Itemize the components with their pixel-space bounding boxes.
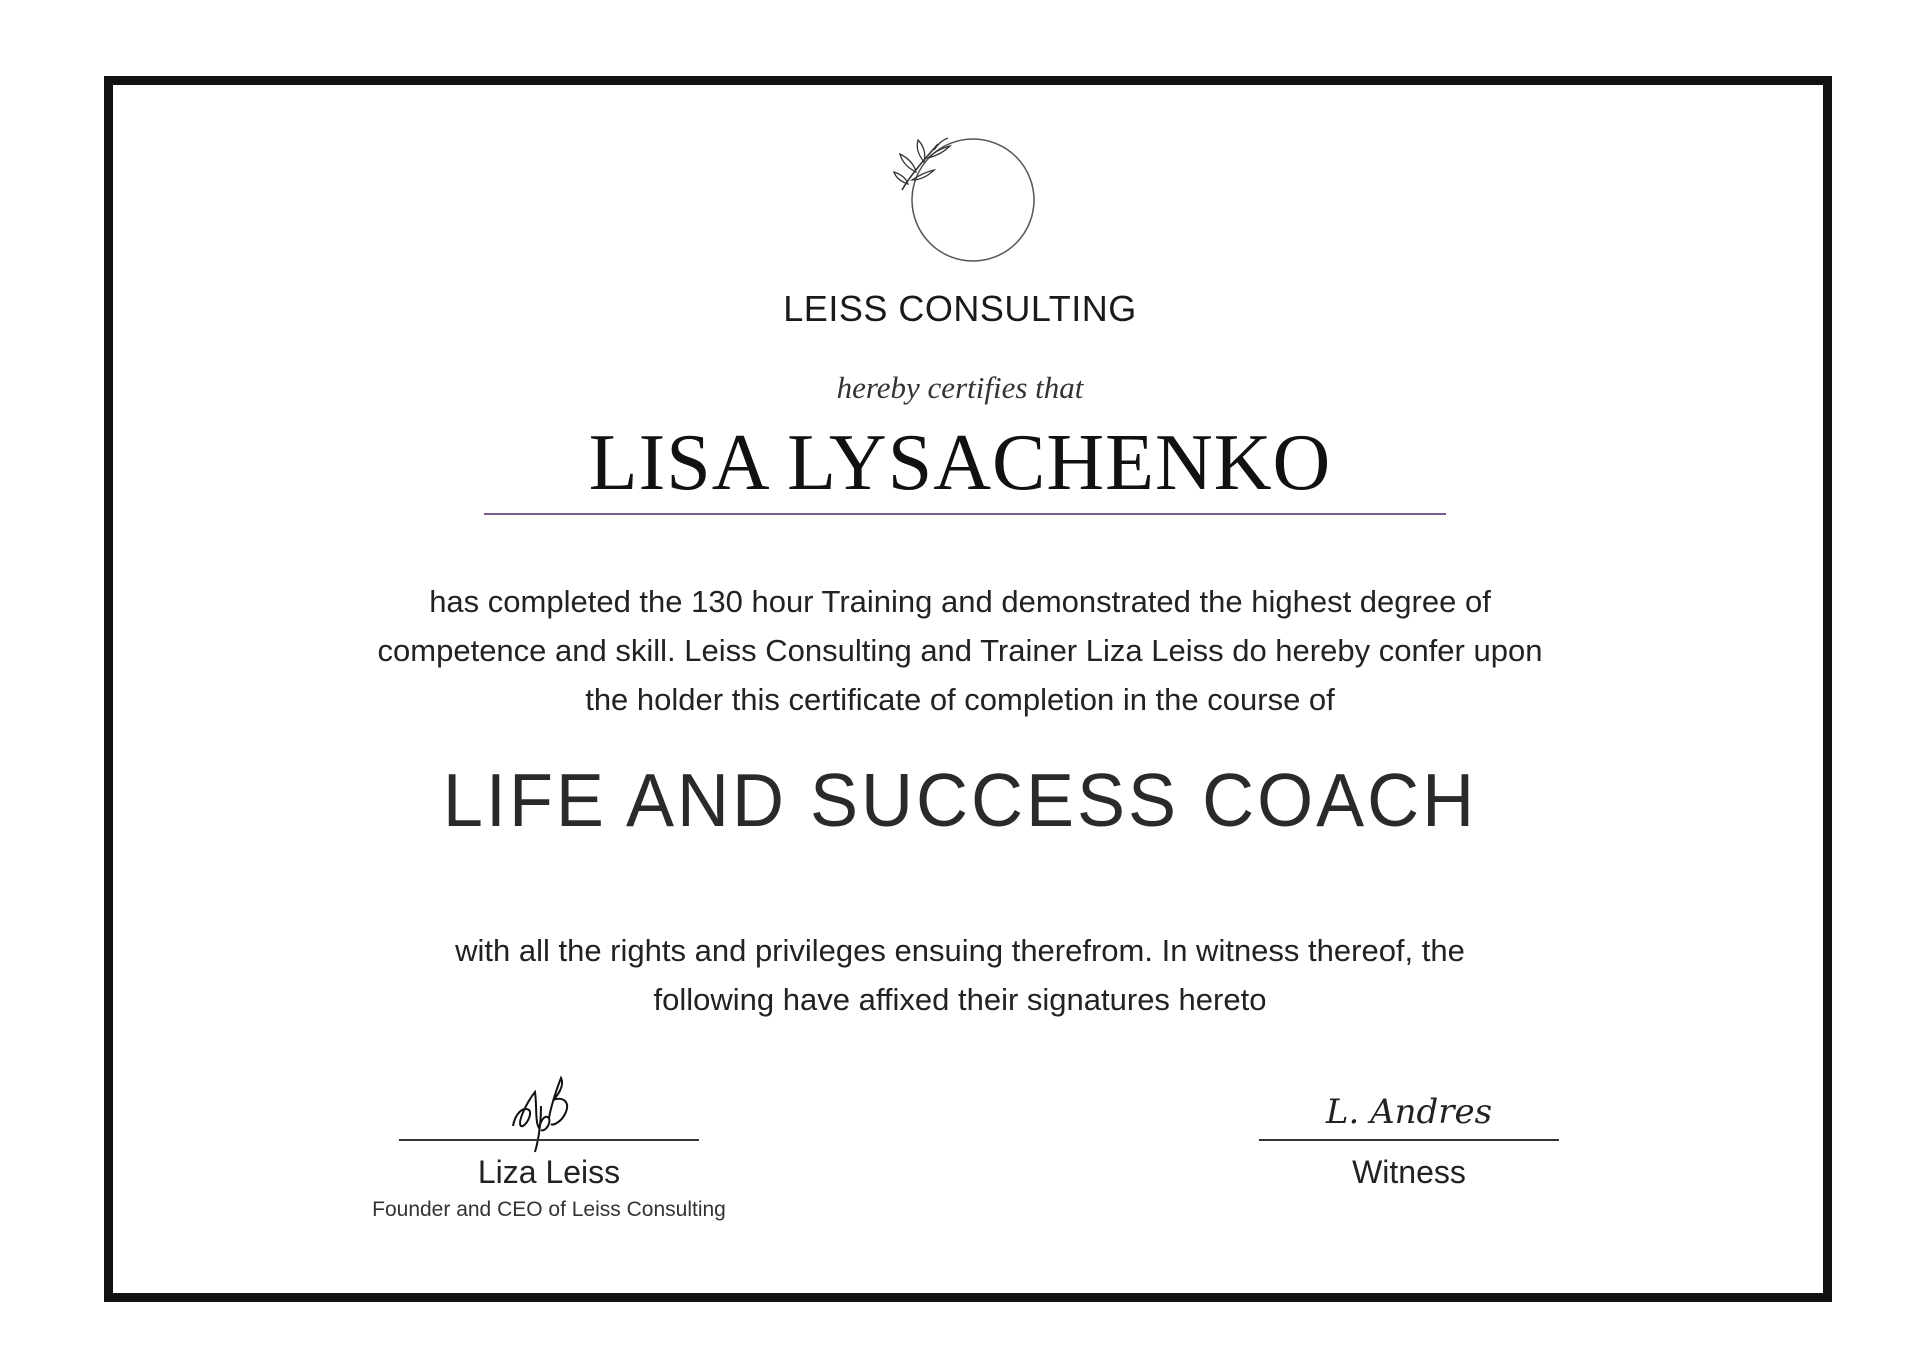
completion-line-1: has completed the 130 hour Training and demonstrated the highest degree of <box>429 584 1491 619</box>
signature-mark-icon <box>505 1066 595 1158</box>
botanical-circle-icon <box>888 128 1038 268</box>
witness-line-2: following have affixed their signatures hereto <box>653 982 1267 1017</box>
completion-line-2: competence and skill. Leiss Consulting and Trainer Liza Leiss do hereby confer upon <box>377 633 1543 668</box>
witness-line-1: with all the rights and privileges ensuing therefrom. In witness thereof, the <box>455 933 1465 968</box>
completion-line-3: the holder this certificate of completion in the course of <box>585 682 1335 717</box>
recipient-name: LISA LYSACHENKO <box>588 419 1332 507</box>
founder-title: Founder and CEO of Leiss Consulting <box>372 1198 726 1221</box>
witness-statement <box>0 926 1920 1024</box>
certifies-text: hereby certifies that <box>836 370 1084 405</box>
left-signature-line <box>399 1139 699 1141</box>
course-title: LIFE AND SUCCESS COACH <box>442 759 1478 843</box>
witness-label: Witness <box>1352 1154 1466 1190</box>
completion-statement <box>0 577 1920 724</box>
witness-signature: L. Andres <box>1325 1092 1493 1132</box>
right-signature-line <box>1259 1139 1559 1141</box>
organization-name: LEISS CONSULTING <box>783 288 1137 329</box>
founder-name: Liza Leiss <box>477 1154 621 1190</box>
name-underline <box>484 513 1446 515</box>
